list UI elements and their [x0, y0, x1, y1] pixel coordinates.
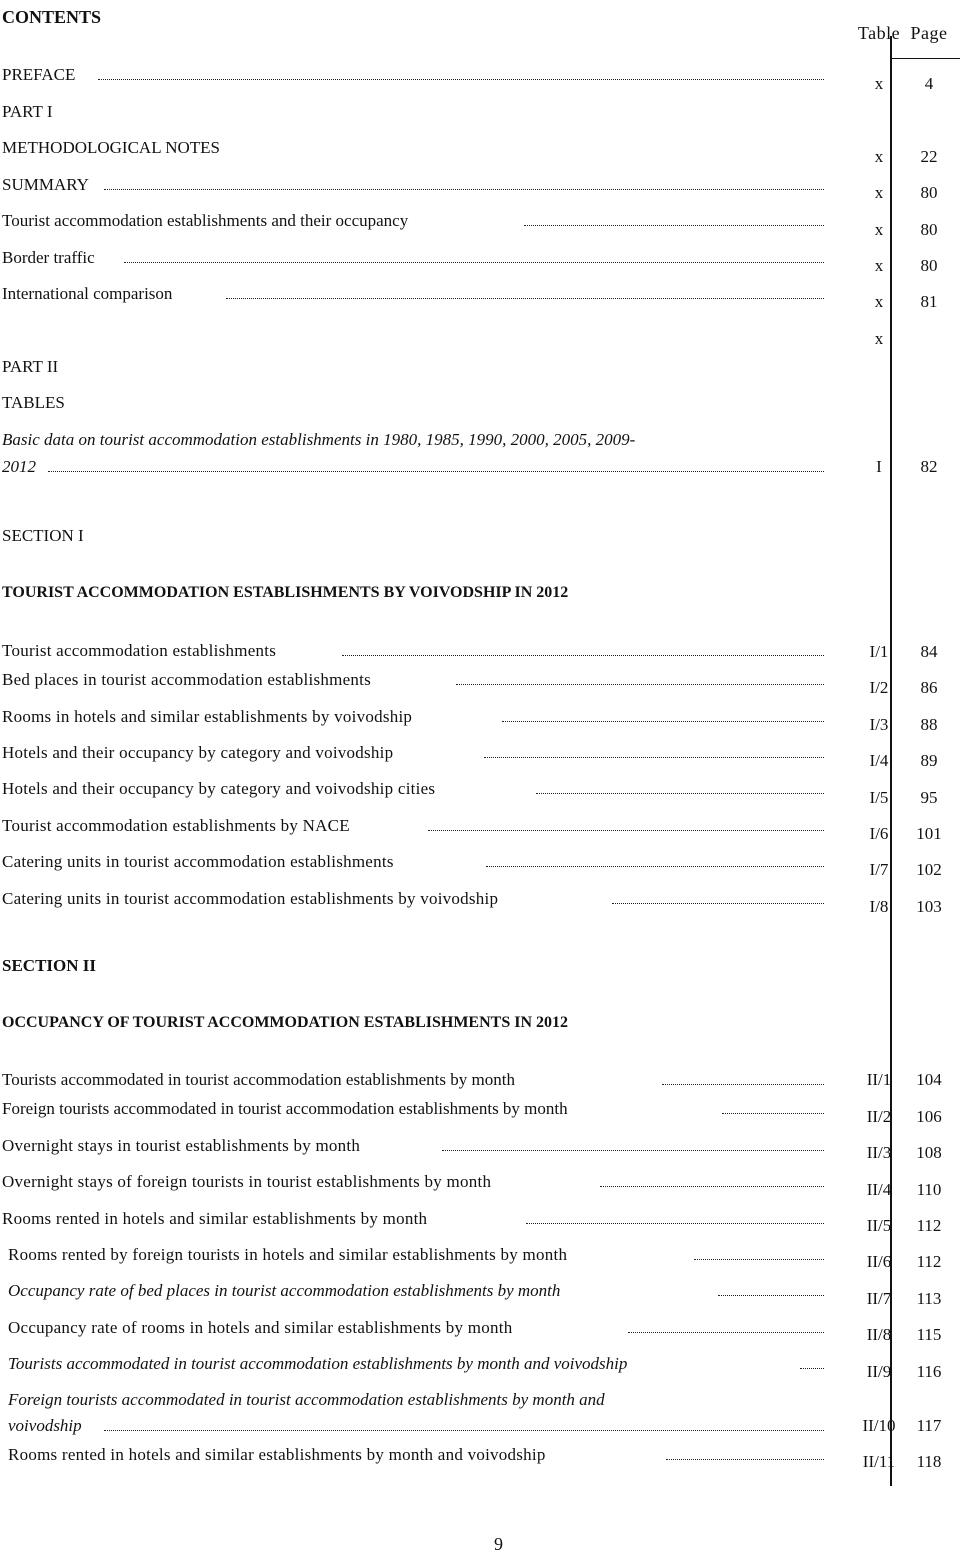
toc-entry-line2: voivodship — [8, 1416, 82, 1435]
dot-leader — [800, 1368, 824, 1369]
toc-entry: Bed places in tourist accommodation establishments — [2, 670, 371, 689]
toc-page-ref: 108 — [916, 1143, 942, 1162]
dot-leader — [694, 1259, 824, 1260]
toc-table-ref: x — [874, 329, 884, 348]
toc-page-ref: 103 — [916, 897, 942, 916]
dot-leader — [456, 684, 824, 685]
toc-entry: Tourist accommodation establishments by NACE — [2, 816, 350, 835]
toc-page-ref: 112 — [916, 1216, 942, 1235]
dot-leader — [442, 1150, 824, 1151]
toc-page-ref: 104 — [916, 1070, 942, 1089]
dot-leader — [526, 1223, 824, 1224]
toc-table-ref: I/8 — [869, 897, 889, 916]
dot-leader — [722, 1113, 824, 1114]
section-i-title: TOURIST ACCOMMODATION ESTABLISHMENTS BY VOIVODSHIP IN 2012 — [2, 584, 569, 601]
toc-page-ref: 80 — [920, 183, 938, 202]
page-number: 9 — [494, 1534, 503, 1554]
dot-leader — [48, 471, 824, 472]
dot-leader — [662, 1084, 824, 1085]
toc-entry: Hotels and their occupancy by category and voivodship — [2, 743, 394, 762]
toc-entry: SUMMARY — [2, 175, 89, 194]
toc-page-ref: 80 — [920, 220, 938, 239]
dot-leader — [536, 793, 824, 794]
toc-entry: Tourists accommodated in tourist accommodation establishments by month and voivodship — [8, 1354, 628, 1373]
toc-page-ref: 4 — [924, 74, 934, 93]
toc-entry-preface: PREFACE — [2, 65, 76, 84]
toc-table-ref: I/6 — [869, 824, 889, 843]
toc-page-ref: 115 — [916, 1325, 942, 1344]
toc-entry: Rooms in hotels and similar establishments by voivodship — [2, 707, 413, 726]
toc-entry-basic-data-line2: 2012 — [2, 457, 36, 476]
toc-entry: Catering units in tourist accommodation establishments by voivodship — [2, 889, 499, 908]
toc-table-ref: II/10 — [862, 1416, 896, 1435]
toc-entry: Occupancy rate of rooms in hotels and similar establishments by month — [8, 1318, 513, 1337]
dot-leader — [718, 1295, 824, 1296]
toc-table-ref: I — [876, 457, 882, 476]
dot-leader — [628, 1332, 824, 1333]
toc-table-ref: I/1 — [869, 642, 889, 661]
toc-page-ref: 110 — [916, 1180, 942, 1199]
toc-entry: Occupancy rate of bed places in tourist accommodation establishments by month — [8, 1281, 561, 1300]
toc-page-ref: 112 — [916, 1252, 942, 1271]
toc-entry: Catering units in tourist accommodation establishments — [2, 852, 394, 871]
toc-page-ref: 88 — [920, 715, 938, 734]
dot-leader — [666, 1459, 824, 1460]
dot-leader — [524, 225, 824, 226]
part-ii-label: PART II — [2, 357, 59, 376]
toc-table-ref: x — [874, 74, 884, 93]
toc-table-ref: II/3 — [866, 1143, 892, 1162]
toc-table-ref: II/1 — [866, 1070, 892, 1089]
toc-page-ref: 81 — [920, 292, 938, 311]
toc-page-ref: 101 — [916, 824, 942, 843]
dot-leader — [226, 298, 824, 299]
toc-entry: METHODOLOGICAL NOTES — [2, 138, 220, 157]
toc-table-ref: II/9 — [866, 1362, 892, 1381]
toc-table-ref: x — [874, 256, 884, 275]
toc-table-ref: I/5 — [869, 788, 889, 807]
toc-table-ref: I/4 — [869, 751, 889, 770]
toc-page-ref: 82 — [920, 457, 938, 476]
dot-leader — [600, 1186, 824, 1187]
toc-page-ref: 113 — [916, 1289, 942, 1308]
toc-page-ref: 106 — [916, 1107, 942, 1126]
toc-entry: Tourist accommodation establishments and their occupancy — [2, 211, 409, 230]
toc-page-ref: 102 — [916, 860, 942, 879]
toc-page-ref: 80 — [920, 256, 938, 275]
toc-table-ref: x — [874, 292, 884, 311]
dot-leader — [486, 866, 824, 867]
toc-entry: Tourists accommodated in tourist accommodation establishments by month — [2, 1070, 515, 1089]
toc-page-ref: 22 — [920, 147, 938, 166]
toc-entry-line1: Foreign tourists accommodated in tourist accommodation establishments by month and — [8, 1390, 605, 1409]
column-header-page: Page — [910, 23, 948, 43]
dot-leader — [104, 1430, 824, 1431]
toc-page-ref: 84 — [920, 642, 938, 661]
toc-entry: International comparison — [2, 284, 173, 303]
dot-leader — [484, 757, 824, 758]
toc-table-ref: II/8 — [866, 1325, 892, 1344]
toc-table-ref: II/5 — [866, 1216, 892, 1235]
section-ii-label: SECTION II — [2, 956, 97, 975]
toc-table-ref: II/7 — [866, 1289, 892, 1308]
toc-table-ref: II/4 — [866, 1180, 892, 1199]
toc-entry: Rooms rented in hotels and similar establishments by month and voivodship — [8, 1445, 546, 1464]
contents-heading: CONTENTS — [2, 7, 102, 27]
toc-table-ref: I/2 — [869, 678, 889, 697]
toc-table-ref: x — [874, 183, 884, 202]
toc-table-ref: x — [874, 220, 884, 239]
toc-page-ref: 86 — [920, 678, 938, 697]
dot-leader — [104, 189, 824, 190]
toc-table-ref: II/6 — [866, 1252, 892, 1271]
toc-entry: Tourist accommodation establishments — [2, 641, 277, 660]
toc-entry: Rooms rented in hotels and similar establishments by month — [2, 1209, 428, 1228]
dot-leader — [612, 903, 824, 904]
toc-table-ref: x — [874, 147, 884, 166]
toc-page-ref: 89 — [920, 751, 938, 770]
toc-entry: Border traffic — [2, 248, 95, 267]
toc-page-ref: 118 — [916, 1452, 942, 1471]
toc-entry: Hotels and their occupancy by category and voivodship cities — [2, 779, 436, 798]
toc-entry: Overnight stays of foreign tourists in tourist establishments by month — [2, 1172, 492, 1191]
section-ii-title: OCCUPANCY OF TOURIST ACCOMMODATION ESTABLISHMENTS IN 2012 — [2, 1014, 568, 1031]
dot-leader — [98, 79, 824, 80]
toc-table-ref: I/7 — [869, 860, 889, 879]
section-i-label: SECTION I — [2, 526, 84, 545]
dot-leader — [428, 830, 824, 831]
toc-page-ref: 95 — [920, 788, 938, 807]
toc-page-ref: 117 — [916, 1416, 942, 1435]
column-header-table: Table — [857, 23, 901, 43]
dot-leader — [342, 655, 824, 656]
toc-entry: Rooms rented by foreign tourists in hotels and similar establishments by month — [8, 1245, 568, 1264]
dot-leader — [502, 721, 824, 722]
toc-table-ref: I/3 — [869, 715, 889, 734]
tables-label: TABLES — [2, 393, 65, 412]
toc-page-ref: 116 — [916, 1362, 942, 1381]
toc-entry-basic-data-line1: Basic data on tourist accommodation establishments in 1980, 1985, 1990, 2000, 2005, 2009- — [2, 430, 636, 449]
toc-table-ref: II/11 — [862, 1452, 896, 1471]
dot-leader — [124, 262, 824, 263]
part-i-label: PART I — [2, 102, 53, 121]
toc-table-ref: II/2 — [866, 1107, 892, 1126]
toc-entry: Overnight stays in tourist establishments by month — [2, 1136, 361, 1155]
toc-entry: Foreign tourists accommodated in tourist accommodation establishments by month — [2, 1099, 568, 1118]
column-divider-horizontal — [890, 58, 960, 59]
